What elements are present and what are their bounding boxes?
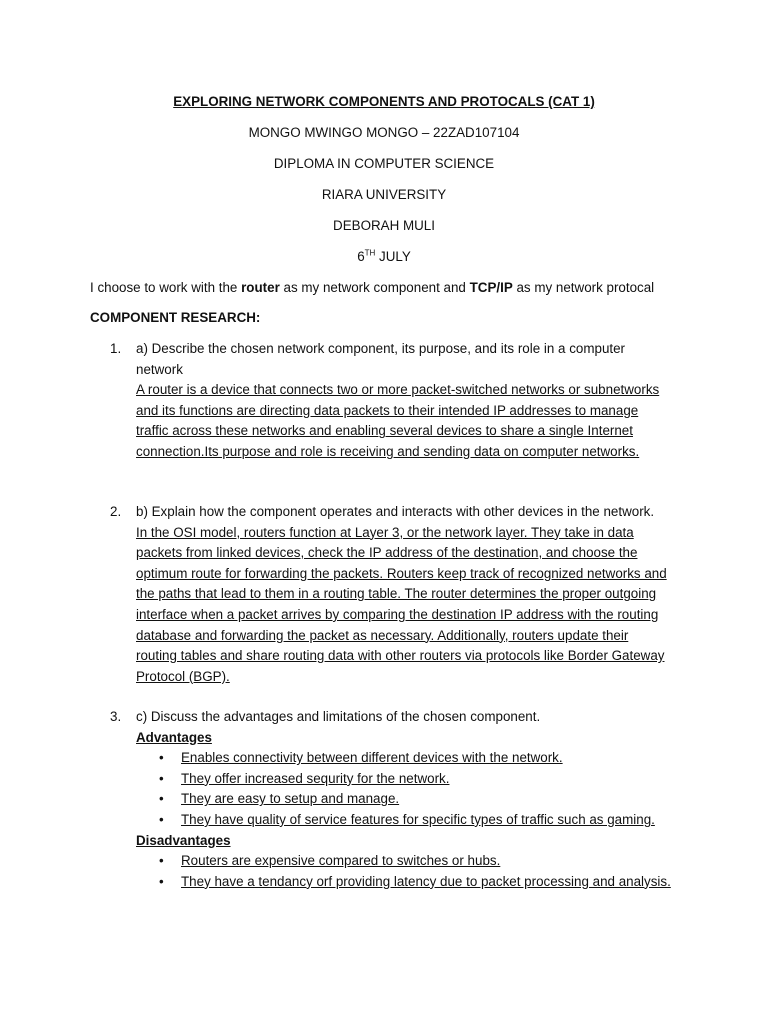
bullet-icon: • [159,791,164,807]
document-title: EXPLORING NETWORK COMPONENTS AND PROTOCALS (CAT 1) [173,94,595,109]
section-heading: COMPONENT RESEARCH: [90,310,261,325]
question-3-text: c) Discuss the advantages and limitations of the chosen component. [136,709,541,724]
bullet-icon: • [159,853,164,869]
question-1-number: 1. [110,341,122,356]
question-3-number: 3. [110,709,122,724]
advantage-text: They offer increased sequrity for the network. [181,770,450,786]
question-1-text: a) Describe the chosen network component, its purpose, and its role in a computer network [136,341,626,377]
date-line [0,247,768,268]
list-item [159,810,672,831]
intro-text-2: as my network component and [279,280,470,295]
question-2 [112,502,672,687]
intro-text-1: I choose to work with the [90,280,242,295]
question-2-text: b) Explain how the component operates and interacts with other devices in the network. [136,504,655,519]
university-line: RIARA UNIVERSITY [321,187,447,202]
question-2-number: 2. [110,504,122,519]
date-day: 6 [357,249,365,264]
question-3 [112,707,672,892]
list-item [159,851,672,872]
bullet-icon: • [159,770,164,786]
program-line: DIPLOMA IN COMPUTER SCIENCE [273,156,495,171]
intro-paragraph [90,278,730,299]
bullet-icon: • [159,750,164,766]
bullet-icon: • [159,873,164,889]
disadvantage-text: They have a tendancy orf providing latency due to packet processing and analysis. [181,873,671,889]
author-line: MONGO MWINGO MONGO – 22ZAD107104 [248,125,520,140]
intro-text-3: as my network protocal [512,280,655,295]
list-item [159,769,672,790]
list-item [159,748,672,769]
lecturer-line: DEBORAH MULI [333,218,435,233]
disadvantage-text: Routers are expensive compared to switches or hubs. [181,853,501,869]
question-2-answer: In the OSI model, routers function at Layer 3, or the network layer. They take in data packets from linked devices, check the IP address of the destination, and choose the optimum route for forwarding the packets. Routers keep track of recognized networks and the paths that lead to them in a routing table. The router determines the proper outgoing interface when a packet arrives by comparing the destination IP address with the routing database and forwarding the packet as necessary. Additionally, routers update their routing tables and share routing data with other routers via protocols like Border Gateway Protocol (BGP). [136,524,667,684]
advantages-list [112,748,672,830]
bullet-icon: • [159,811,164,827]
question-1-answer: A router is a device that connects two or more packet-switched networks or subnetworks and its functions are directing data packets to their intended IP addresses to manage traffic across these networks and enabling several devices to share a single Internet connection.Its purpose and role is receiving and sending data on computer networks. [136,382,660,459]
intro-component: router [241,280,280,295]
advantages-heading: Advantages [136,729,212,745]
advantage-text: They have quality of service features for specific types of traffic such as gaming. [181,811,655,827]
list-item [159,789,672,810]
date-month: JULY [375,249,411,264]
disadvantages-list [112,851,672,892]
advantage-text: They are easy to setup and manage. [181,791,400,807]
list-item [159,872,672,893]
disadvantages-heading: Disadvantages [136,832,231,848]
advantage-text: Enables connectivity between different devices with the network. [181,750,563,766]
question-1 [112,339,672,463]
intro-protocol: TCP/IP [469,280,513,295]
date-superscript: TH [364,248,376,258]
